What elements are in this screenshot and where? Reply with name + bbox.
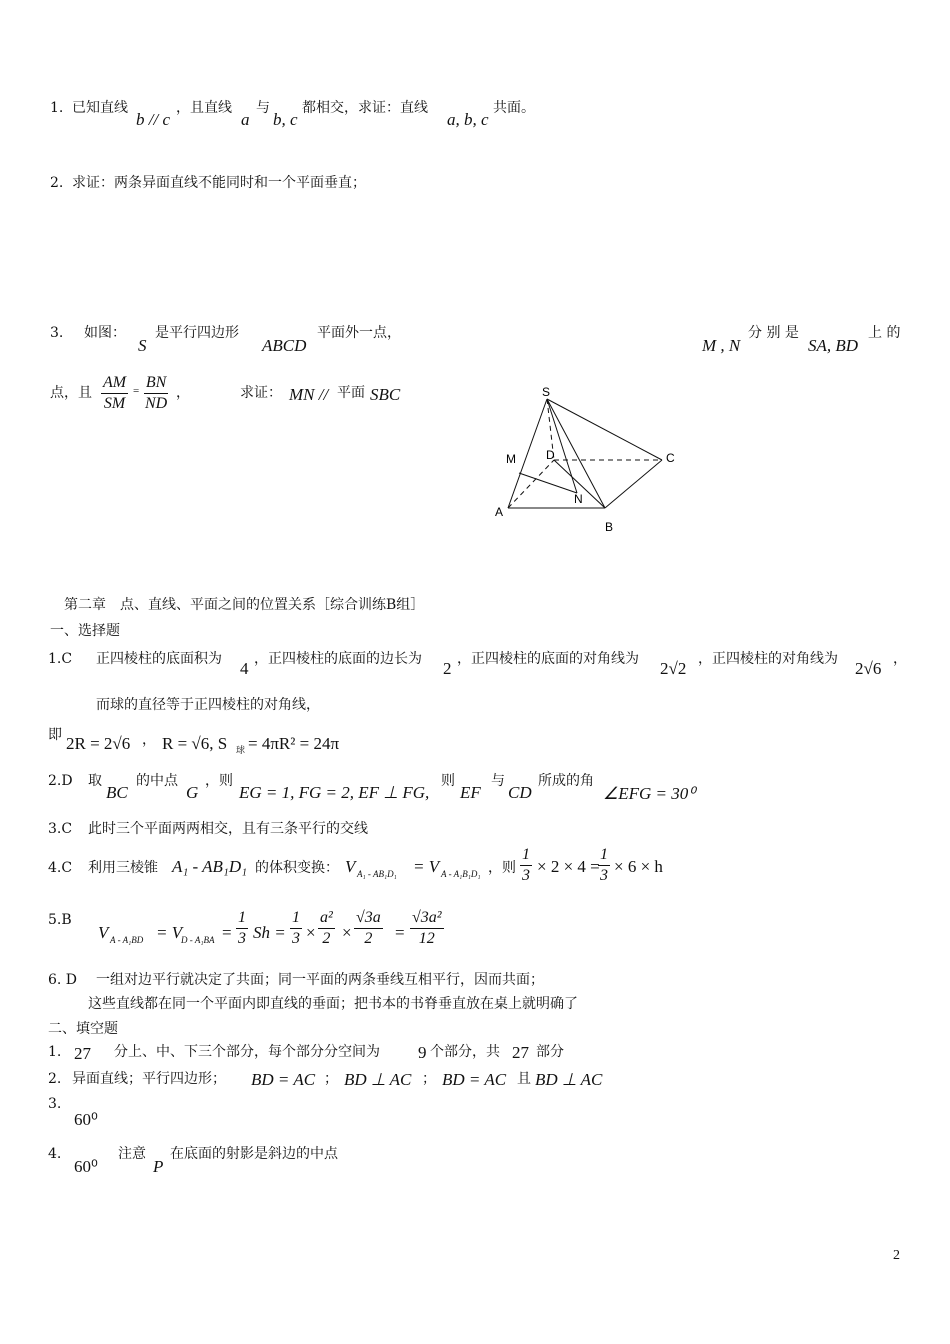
fraction-denominator: 3 [522,866,530,884]
q3-text-5: 上 的 [868,325,901,341]
fraction-denominator: 3 [600,866,608,884]
a6-line-2: 这些直线都在同一个平面内即直线的垂面；把书本的书脊垂直放在桌上就明确了 [88,996,578,1012]
fraction-a-squared-over-2 [318,909,335,947]
fraction-one-third [520,846,532,884]
fraction-one-third [290,909,302,947]
q3-text-1: 如图： [84,325,126,341]
q1-text-5: 共面。 [493,100,535,116]
a5-subscript-2: D - A₁BA [181,935,215,945]
b1-value-3: 27 [512,1043,529,1062]
b2-text-2: ； [324,1071,338,1087]
equals-sign: = [133,385,140,397]
a2-math-4: EF [460,783,481,802]
a1-value-6: R = √6, S [162,734,228,753]
a1-value-2: 2 [443,659,452,678]
a5-math-2: = V [156,923,183,942]
fraction-numerator: 1 [236,909,248,929]
b4-text-2: 在底面的射影是斜边的中点 [170,1146,338,1162]
b3-value: 60⁰ [74,1110,98,1129]
b2-math-4: BD ⊥ AC [535,1070,603,1089]
label-d: D [546,448,555,462]
fraction-numerator: √3a² [410,909,444,929]
a4-math-5: × 6 × h [614,857,663,876]
a1-text-7: ， [142,732,156,748]
q1-math-4: a, b, c [447,110,489,129]
a4-subscript-3: A - A₁B₁D₁ [441,869,481,879]
q3-math-6: SBC [370,385,401,404]
chapter-title: 第二章 点、直线、平面之间的位置关系［综合训练B组］ [64,597,425,613]
a6-number: 6. D [48,972,78,988]
a1-value-3: 2√2 [660,659,687,678]
a5-number: 5.B [48,912,72,928]
q3-text-3: 平面外一点， [317,325,401,341]
a1-text-3: ，正四棱柱的底面的对角线为 [457,651,639,667]
fraction-denominator: 3 [292,929,300,947]
q1-number: 1. [50,100,64,116]
b4-value: 60⁰ [74,1157,98,1176]
q1-math-2: a [241,110,250,129]
edge-bc [605,460,662,508]
part-choice-heading: 一、选择题 [50,623,120,639]
fraction-am-sm [101,374,128,412]
a1-text-5: ， [893,651,907,667]
fraction-denominator: 12 [418,929,435,947]
q3-math-2: ABCD [262,336,307,355]
q1-math-1: b // c [136,110,170,129]
a4-number: 4.C [48,860,73,876]
a5-math-5: = [395,923,405,942]
a2-text-3: ，则 [205,773,233,789]
a4-subscript-2: A₁ - AB₁D₁ [357,869,397,879]
a5-math-3: = [222,923,232,942]
fraction-denominator: 3 [238,929,246,947]
fraction-bn-nd [143,374,169,412]
b2-math-2: BD ⊥ AC [344,1070,412,1089]
a1-number: 1.C [48,651,73,667]
a2-math-1: BC [106,783,128,802]
q3-math-4: SA, BD [808,336,859,355]
q1-text-4: 都相交，求证：直线 [302,100,428,116]
a2-math-2: G [186,783,199,802]
fraction-numerator: a² [318,909,335,929]
q3-math-3: M , N [702,336,741,355]
a2-text-5: 与 [491,773,505,789]
edge-ad-hidden [508,460,554,508]
a4-math-1: A₁ - AB₁D₁ [172,857,248,876]
a2-number: 2.D [48,773,73,789]
a1-text-4: ，正四棱柱的对角线为 [698,651,838,667]
a1-text-2: ，正四棱柱的底面的边长为 [254,651,422,667]
a1-subscript: 球 [236,745,246,755]
q3-number: 3. [50,325,64,341]
q3-text-7: 求证： [240,385,282,401]
a4-text-3: ，则 [488,860,516,876]
label-n: N [574,492,583,506]
a4-text-1: 利用三棱锥 [88,860,158,876]
a3-number: 3.C [48,821,73,837]
times-sign: × [342,923,352,942]
a1-text-6: 即 [48,727,62,743]
q1-text-3: 与 [256,100,270,116]
a2-text-4: 则 [441,773,455,789]
a2-math-5: CD [508,783,532,802]
q3-text-4: 分 别 是 [748,325,799,341]
q3-text-2: 是平行四边形 [155,325,239,341]
fraction-denominator: ND [145,394,168,412]
b2-math-1: BD = AC [251,1070,316,1089]
b1-value-1: 27 [74,1044,91,1063]
fraction-denominator: 2 [322,929,331,947]
b4-text-1: 注意 [118,1146,146,1162]
a1-value-5: 2R = 2√6 [66,734,131,753]
b4-number: 4. [48,1146,62,1162]
a4-math-3: = V [413,857,440,876]
fraction-root3a-over-2 [354,909,383,947]
fraction-denominator: 2 [364,929,373,947]
q2-text: 求证：两条异面直线不能同时和一个平面垂直； [72,175,366,191]
label-a: A [495,505,504,519]
q3-text-8: 平面 [337,385,365,401]
a5-math-4: Sh = [253,923,286,942]
a5-math-1: V [98,923,109,942]
times-sign: × [306,923,316,942]
a1-text-1: 正四棱柱的底面积为 [96,651,222,667]
label-b: B [605,520,614,534]
b2-text-4: 且 [517,1071,531,1087]
q3-math-5: MN // [289,385,329,404]
fraction-one-third [236,909,248,947]
fraction-denominator: SM [103,394,126,412]
label-c: C [666,451,675,465]
a5-subscript-1: A - A₁BD [110,935,144,945]
part-fill-heading: 二、填空题 [48,1021,118,1037]
a2-math-3: EG = 1, FG = 2, EF ⊥ FG, [239,783,430,802]
a4-text-2: 的体积变换： [255,860,339,876]
a3-text: 此时三个平面两两相交，且有三条平行的交线 [88,821,368,837]
fraction-numerator: 1 [520,846,532,866]
b1-text-2: 个部分，共 [430,1044,500,1060]
a1-value-4: 2√6 [855,659,882,678]
q2-number: 2. [50,175,64,191]
pyramid-figure [480,378,700,538]
b1-number: 1. [48,1044,62,1060]
segment-mn [519,473,577,493]
a1-value-1: 4 [240,659,249,678]
b1-value-2: 9 [418,1043,427,1062]
fraction-root3a-squared-over-12 [410,909,444,947]
a2-text-1: 取 [88,773,102,789]
label-s: S [542,385,551,399]
b2-number: 2. [48,1071,62,1087]
a2-text-2: 的中点 [136,773,178,789]
b2-math-3: BD = AC [442,1070,507,1089]
fraction-one-third [598,846,610,884]
b2-text-1: 异面直线；平行四边形； [72,1071,226,1087]
page-number: 2 [893,1248,900,1263]
b4-math-1: P [153,1157,164,1176]
label-m: M [506,452,516,466]
a2-math-6: ∠EFG = 30⁰ [603,784,696,803]
a6-line-1: 一组对边平行就决定了共面；同一平面的两条垂线互相平行，因而共面； [96,972,544,988]
fraction-numerator: √3a [354,909,383,929]
a1-value-7: = 4πR² = 24π [248,734,340,753]
b2-text-3: ； [422,1071,436,1087]
b3-number: 3. [48,1096,62,1112]
a2-text-6: 所成的角 [538,773,594,789]
q1-text-1: 已知直线 [72,100,128,116]
a1-line-2: 而球的直径等于正四棱柱的对角线， [96,697,320,713]
a4-math-2: V [345,857,356,876]
fraction-numerator: AM [101,374,128,394]
edge-sc [547,399,662,460]
fraction-numerator: 1 [290,909,302,929]
b1-text-1: 分上、中、下三个部分，每个部分分空间为 [114,1044,380,1060]
q3-comma: ， [176,385,190,401]
fraction-numerator: 1 [598,846,610,866]
b1-text-3: 部分 [536,1044,564,1060]
q3-math-1: S [138,336,147,355]
q1-text-2: ，且直线 [176,100,232,116]
a4-math-4: × 2 × 4 = [537,857,600,876]
q1-math-3: b, c [273,110,298,129]
q3-text-6: 点，且 [50,385,92,401]
fraction-numerator: BN [144,374,168,394]
